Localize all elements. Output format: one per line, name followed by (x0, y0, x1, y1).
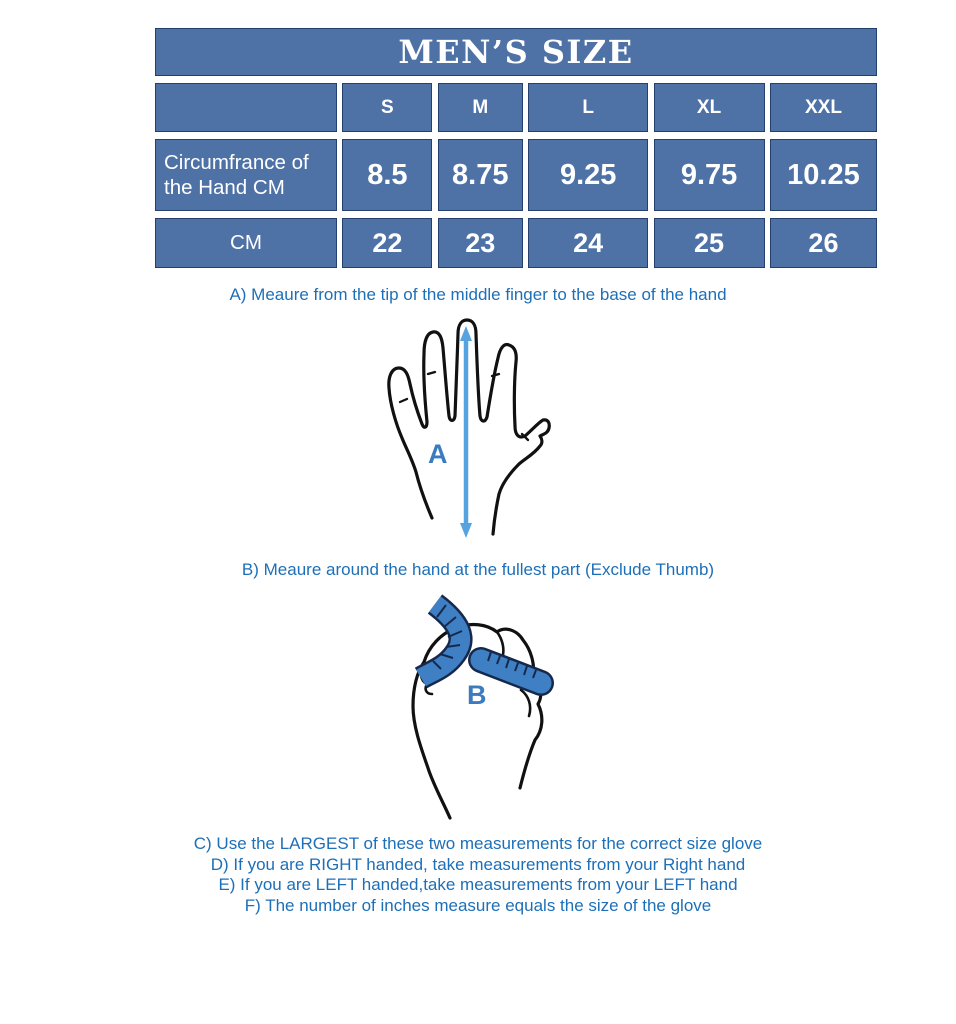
size-value: 23 (438, 218, 523, 268)
size-value: 26 (770, 218, 877, 268)
corner-cell (155, 83, 337, 132)
footer-notes (0, 834, 956, 916)
hand-outline (389, 320, 549, 534)
fist-circumference-figure (393, 588, 563, 833)
size-value: 24 (528, 218, 648, 268)
size-value: 9.75 (654, 139, 765, 211)
instruction-c: C) Use the LARGEST of these two measurements for the correct size glove (193, 834, 763, 853)
arrow-head-bottom-icon (460, 523, 472, 538)
size-value: 8.5 (342, 139, 432, 211)
column-header-m: M (438, 83, 523, 132)
size-value: 9.25 (528, 139, 648, 211)
size-table-grid (155, 83, 877, 268)
table-title: MEN’S SIZE (155, 28, 877, 76)
column-header-xl: XL (654, 83, 765, 132)
size-value: 10.25 (770, 139, 877, 211)
open-palm-length-measure-icon (376, 316, 558, 546)
column-header-xxl: XXL (770, 83, 877, 132)
column-header-l: L (528, 83, 648, 132)
figure-label-a: A (428, 439, 448, 469)
instruction-b: B) Meaure around the hand at the fullest part (Exclude Thumb) (241, 560, 715, 579)
row-label-circumference: Circumfrance of the Hand CM (155, 139, 337, 211)
fist-tape-measure-icon (393, 588, 563, 828)
instruction-a: A) Meaure from the tip of the middle finger to the base of the hand (229, 285, 727, 304)
instruction-f: F) The number of inches measure equals the size of the glove (244, 895, 712, 915)
column-header-s: S (342, 83, 432, 132)
size-table (155, 28, 877, 268)
size-value: 8.75 (438, 139, 523, 211)
instruction-e: E) If you are LEFT handed,take measurements from your LEFT hand (218, 875, 738, 894)
instruction-d: D) If you are RIGHT handed, take measurements from your Right hand (210, 854, 746, 874)
figure-label-b: B (467, 680, 487, 710)
size-value: 22 (342, 218, 432, 268)
row-label-cm: CM (155, 218, 337, 268)
hand-length-figure (376, 316, 558, 551)
size-value: 25 (654, 218, 765, 268)
